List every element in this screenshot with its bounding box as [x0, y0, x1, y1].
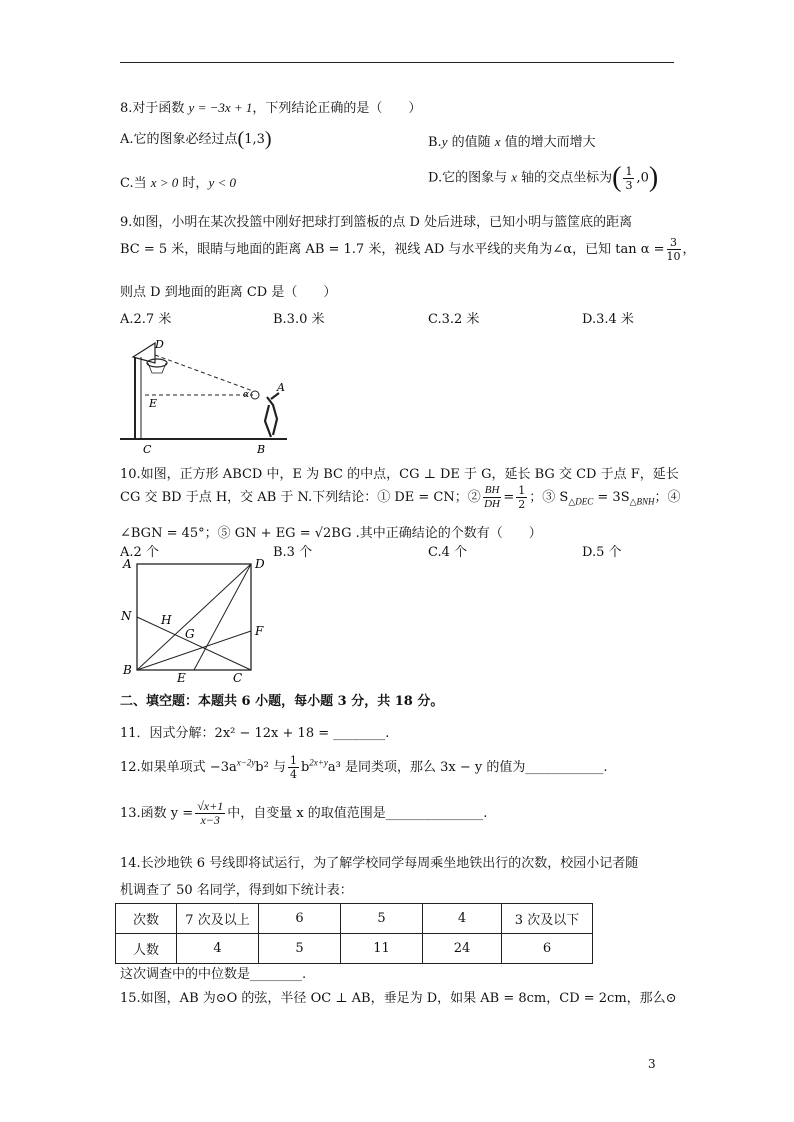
q10-line-3a: ∠BGN = 45°；⑤ GN + EG =: [120, 526, 315, 541]
segment-cn: [137, 617, 251, 670]
diagonal-bd: [137, 564, 251, 670]
table-cell: 次数: [116, 904, 177, 934]
q8-b-e: 值的增大而增大: [500, 135, 596, 150]
q8-c-cond: x > 0: [150, 175, 179, 190]
q10-line-3: [120, 522, 542, 541]
q9-basketball-figure: [115, 335, 295, 457]
q13-num: √x+1: [197, 799, 224, 813]
table-row: [116, 904, 593, 934]
q12-exp1: x−2y: [236, 757, 256, 768]
q12-c: b: [300, 760, 310, 775]
q8-option-a: A.它的图象必经过点(1,3): [120, 128, 272, 150]
q8-d-tail: ,0: [636, 170, 649, 186]
q10-option-c: C.4 个: [428, 545, 468, 560]
q10-line-2b: ；③ S: [529, 490, 569, 505]
table-cell: 11: [341, 934, 423, 964]
label-b: B: [123, 663, 132, 677]
q8-b-a: B.: [428, 135, 442, 150]
q10-line-2d: ；④: [654, 490, 681, 505]
q14-line-2: 机调查了 50 名同学，得到如下统计表：: [120, 883, 353, 898]
segment-de: [194, 564, 251, 670]
q8-d-den: 3: [625, 178, 633, 192]
q10-ratio-eq: =: [503, 490, 515, 505]
q11: 11．因式分解：2x² − 12x + 18 = ________.: [120, 726, 390, 741]
q10-ratio-vden: 2: [518, 498, 526, 511]
q8-b-c: 的值随: [447, 135, 495, 150]
q10-sub-bnh: △BNH: [629, 496, 655, 507]
q10-option-b: B.3 个: [273, 545, 313, 560]
q8-d-num: 1: [625, 164, 633, 178]
q9-tan-num: 3: [667, 236, 681, 250]
q9-line-2b: ，: [682, 242, 696, 257]
q9-line-2: [120, 236, 696, 263]
page-number: 3: [648, 1057, 656, 1071]
q8-c-b: 时，: [178, 176, 209, 191]
label-b: B: [257, 443, 266, 456]
label-c: C: [143, 443, 152, 456]
table-cell: 24: [423, 934, 502, 964]
q8-stem-a: 8.对于函数: [120, 101, 189, 116]
table-cell: 4: [177, 934, 259, 964]
q8-option-c: [120, 172, 236, 191]
label-h: H: [161, 613, 172, 627]
q10-line-2a: CG 交 BD 于点 H，交 AB 于 N.下列结论：① DE = CN；②: [120, 490, 481, 505]
q12-den: 4: [289, 768, 297, 781]
label-e: E: [177, 671, 186, 684]
label-n: N: [121, 609, 132, 623]
q8-option-d: D.它的图象与 x 轴的交点坐标为( $\frac{1}{3}$ ,0): [428, 162, 659, 193]
table-cell: 6: [259, 904, 341, 934]
q12: [120, 754, 607, 781]
q10-sub-dec: △DEC: [568, 496, 594, 507]
table-row: [116, 934, 593, 964]
q13-den: x−3: [200, 813, 220, 827]
q9-line-2a: BC = 5 米，眼睛与地面的距离 AB = 1.7 米，视线 AD 与水平线的夹角为∠α，已知 tan α =: [120, 242, 665, 257]
q9-option-b: B.3.0 米: [273, 312, 325, 327]
table-cell: 6: [502, 934, 593, 964]
q8-function: y = −3x + 1: [188, 100, 253, 115]
q12-num: 1: [289, 754, 297, 767]
q9-line-3: 则点 D 到地面的距离 CD 是（ ）: [120, 285, 337, 300]
q12-d: a³ 是同类项，那么 3x − y 的值为____________.: [327, 760, 608, 775]
q8-option-b: [428, 131, 596, 150]
label-a: A: [123, 557, 132, 571]
q10-line-1: 10.如图，正方形 ABCD 中，E 为 BC 的中点，CG ⊥ DE 于 G，延长 BG 交 CD 于点 F，延长: [120, 467, 679, 482]
q8-d-b: 轴的交点坐标为: [517, 170, 613, 186]
sight-line-ad: [155, 355, 253, 391]
q10-ratio-vnum: 1: [518, 484, 526, 497]
table-cell: 5: [341, 904, 423, 934]
label-c: C: [233, 671, 243, 684]
q10-ratio-den: DH: [484, 498, 500, 510]
q10-sqrt2: √2: [314, 526, 332, 541]
q8-b-x: x: [494, 134, 501, 149]
q10-option-a: A.2 个: [120, 545, 159, 560]
q12-a: 12.如果单项式 −3a: [120, 760, 237, 775]
q12-exp2: 2x+y: [309, 757, 328, 768]
q10-option-d: D.5 个: [582, 545, 622, 560]
q13: [120, 800, 487, 827]
q10-line-3c: BG .其中正确结论的个数有（ ）: [331, 526, 542, 541]
q9-option-d: D.3.4 米: [582, 312, 634, 327]
hoop-net: [148, 363, 166, 373]
label-a: A: [277, 381, 285, 394]
table-cell: 7 次及以上: [177, 904, 259, 934]
q9-option-a: A.2.7 米: [120, 312, 172, 327]
label-f: F: [255, 624, 264, 638]
q13-b: 中，自变量 x 的取值范围是_______________.: [227, 806, 488, 821]
header-rule: [120, 62, 674, 63]
q8-d-x: x: [511, 169, 518, 185]
q8-option-a-point: 1,3: [244, 132, 265, 147]
q8-option-a-text: A.它的图象必经过点: [120, 132, 238, 147]
label-alpha: α: [243, 390, 250, 400]
label-d: D: [255, 557, 265, 571]
q10-line-2: [120, 484, 681, 511]
q8-stem: [120, 97, 421, 116]
q14-after: 这次调查中的中位数是________.: [120, 967, 307, 982]
section-2-heading: 二、填空题：本题共 6 小题，每小题 3 分，共 18 分。: [120, 694, 444, 709]
table-cell: 3 次及以下: [502, 904, 593, 934]
q14-stat-table: [115, 903, 593, 964]
q9-tan-den: 10: [666, 250, 681, 263]
q8-stem-b: ，下列结论正确的是（ ）: [252, 101, 422, 116]
label-g: G: [185, 627, 195, 641]
hoop-rim: [147, 359, 167, 367]
q10-square-figure: [115, 556, 265, 684]
q14-line-1: 14.长沙地铁 6 号线即将试运行，为了解学校同学每周乘坐地铁出行的次数，校园小记者随: [120, 856, 639, 871]
q15: 15.如图，AB 为⊙O 的弦，半径 OC ⊥ AB，垂足为 D，如果 AB = 8cm，CD = 2cm，那么⊙: [120, 991, 677, 1006]
q12-b: b² 与: [255, 760, 286, 775]
q9-option-c: C.3.2 米: [428, 312, 480, 327]
player-body: [265, 393, 279, 437]
q8-b-y: y: [441, 134, 448, 149]
q13-a: 13.函数 y =: [120, 806, 194, 821]
label-d: D: [155, 338, 164, 351]
q10-line-2c: = 3S: [593, 490, 630, 505]
q8-c-res: y < 0: [208, 175, 236, 190]
table-cell: 4: [423, 904, 502, 934]
table-cell: 5: [259, 934, 341, 964]
label-e: E: [149, 397, 158, 410]
table-cell: 人数: [116, 934, 177, 964]
q9-line-1: 9.如图，小明在某次投篮中刚好把球打到篮板的点 D 处后进球，已知小明与篮筐底的距离: [120, 215, 633, 230]
q10-ratio-num: BH: [484, 484, 500, 496]
q8-c-a: C.当: [120, 176, 151, 191]
q8-d-a: D.它的图象与: [428, 170, 512, 186]
